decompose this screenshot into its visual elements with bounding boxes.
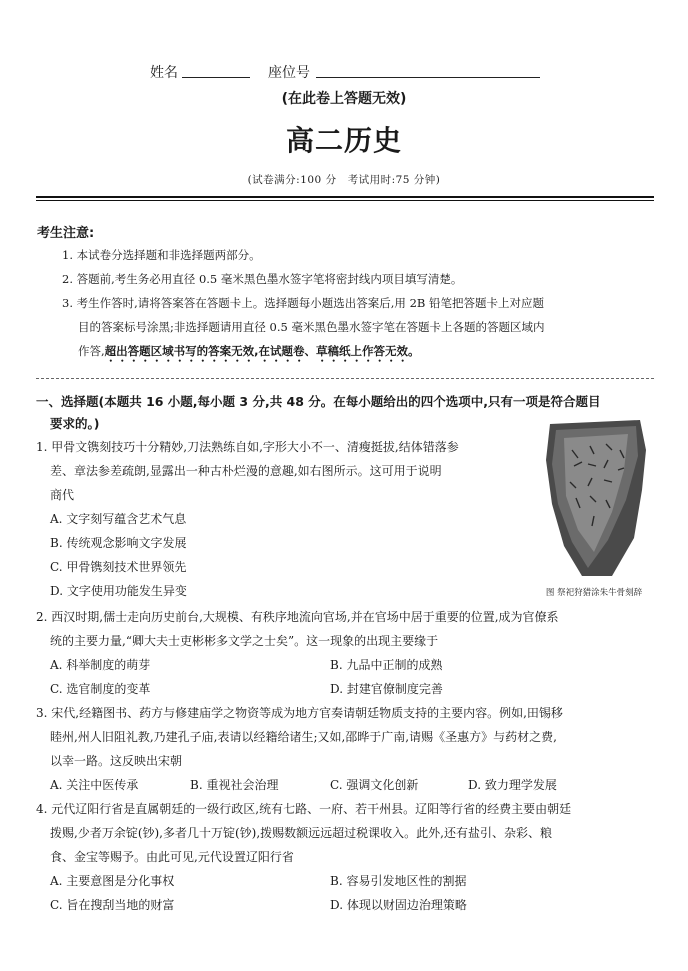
- q4-option-c[interactable]: C. 旨在搜刮当地的财富: [50, 898, 175, 912]
- question-3-stem: 3. 宋代,经籍图书、药方与修建庙学之物资等成为地方官奏请朝廷物质支持的主要内容。例如,田锡移: [36, 706, 563, 720]
- divider-dashed: [36, 378, 654, 379]
- note-text: 作答,: [78, 344, 105, 358]
- note-item: 1. 本试卷分选择题和非选择题两部分。: [62, 248, 261, 262]
- q4-option-a[interactable]: A. 主要意图是分化事权: [50, 874, 175, 888]
- question-4-stem: 食、金宝等赐予。由此可见,元代设置辽阳行省: [50, 850, 294, 864]
- q1-option-c[interactable]: C. 甲骨镌刻技术世界领先: [50, 560, 187, 574]
- invalid-notice: (在此卷上答题无效): [281, 91, 407, 107]
- seat-field[interactable]: [316, 77, 540, 78]
- name-label: 姓名: [150, 65, 178, 81]
- question-2-stem: 统的主要力量,“卿大夫士吏彬彬多文学之士矣”。这一现象的出现主要缘于: [50, 634, 439, 648]
- q2-option-b[interactable]: B. 九品中正制的成熟: [330, 658, 443, 672]
- q1-option-a[interactable]: A. 文字刻写蕴含艺术气息: [50, 512, 187, 526]
- question-3-stem: 睦州,州人旧阻礼教,乃建孔子庙,表请以经籍给诸生;又如,邵晔于广南,请赐《圣惠方》与药材之费,: [50, 730, 557, 744]
- divider-thick: [36, 196, 654, 198]
- header-fields: [0, 60, 688, 82]
- q3-option-d[interactable]: D. 致力理学发展: [468, 778, 557, 792]
- q4-option-d[interactable]: D. 体现以财固边治理策略: [330, 898, 467, 912]
- note-item-cont: [78, 339, 420, 365]
- q2-option-c[interactable]: C. 选官制度的变革: [50, 682, 151, 696]
- name-field[interactable]: [182, 77, 250, 78]
- question-1-stem: 商代: [50, 488, 75, 502]
- q2-option-d[interactable]: D. 封建官僚制度完善: [330, 682, 443, 696]
- oracle-bone-image: [542, 420, 650, 578]
- question-3-stem: 以幸一路。这反映出宋朝: [50, 754, 183, 768]
- figure-caption: 图 祭祀狩猎涂朱牛骨刻辞: [545, 588, 643, 598]
- seat-label: 座位号: [268, 65, 310, 81]
- note-item: 3. 考生作答时,请将答案答在答题卡上。选择题每小题选出答案后,用 2B 铅笔把答题卡上对应题: [62, 296, 545, 310]
- divider-thin: [36, 200, 654, 201]
- exam-info: (试卷满分:100 分 考试用时:75 分钟): [247, 174, 441, 186]
- section-heading-cont: 要求的。): [50, 416, 100, 431]
- q3-option-a[interactable]: A. 关注中医传承: [50, 778, 139, 792]
- q2-option-a[interactable]: A. 科举制度的萌芽: [50, 658, 151, 672]
- question-2-stem: 2. 西汉时期,儒士走向历史前台,大规模、有秩序地流向官场,并在官场中居于重要的位置,成为官僚系: [36, 610, 559, 624]
- warning-text: 超出答题区域书写的答案无效,在试题卷、草稿纸上作答无效。: [104, 344, 420, 358]
- question-1-stem: 差、章法参差疏朗,显露出一种古朴烂漫的意趣,如右图所示。这可用于说明: [50, 464, 442, 478]
- section-heading: 一、选择题(本题共 16 小题,每小题 3 分,共 48 分。在每小题给出的四个选项中,只有一项是符合题目: [36, 394, 601, 409]
- q3-option-c[interactable]: C. 强调文化创新: [330, 778, 419, 792]
- question-4-stem: 4. 元代辽阳行省是直属朝廷的一级行政区,统有七路、一府、若干州县。辽阳等行省的经费主要由朝廷: [36, 802, 572, 816]
- notes-title: 考生注意:: [37, 226, 95, 241]
- q1-option-b[interactable]: B. 传统观念影响文字发展: [50, 536, 187, 550]
- question-4-stem: 拨赐,少者万余锭(钞),多者几十万锭(钞),拨赐数额远远超过税课收入。此外,还有盐引、杂彩、粮: [50, 826, 552, 840]
- question-1-stem: 1. 甲骨文镌刻技巧十分精妙,刀法熟练自如,字形大小不一、清瘦挺拔,结体错落参: [36, 440, 459, 454]
- q4-option-b[interactable]: B. 容易引发地区性的割据: [330, 874, 467, 888]
- q3-option-b[interactable]: B. 重视社会治理: [190, 778, 279, 792]
- note-item: 2. 答题前,考生务必用直径 0.5 毫米黑色墨水签字笔将密封线内项目填写清楚。: [62, 272, 463, 286]
- note-item-cont: 目的答案标号涂黑;非选择题请用直径 0.5 毫米黑色墨水签字笔在答题卡上各题的答题区域内: [78, 320, 545, 334]
- page-title: 高二历史: [285, 124, 402, 157]
- q1-option-d[interactable]: D. 文字使用功能发生异变: [50, 584, 187, 598]
